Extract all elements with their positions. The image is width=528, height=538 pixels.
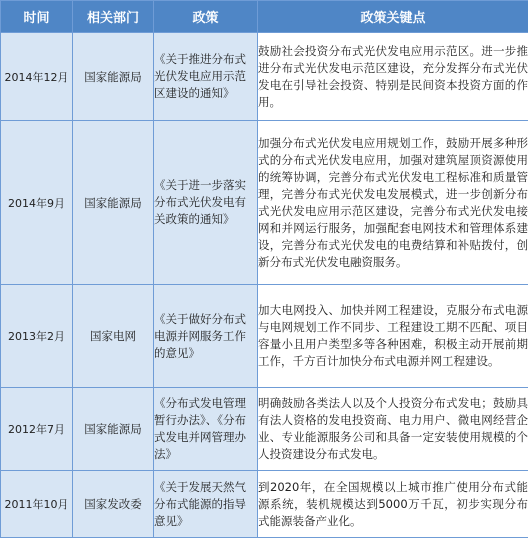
cell-department: 国家能源局 <box>73 388 154 471</box>
cell-department: 国家电网 <box>73 285 154 388</box>
header-time: 时间 <box>1 1 73 33</box>
table-row <box>1 471 528 538</box>
cell-department: 国家能源局 <box>73 121 154 285</box>
cell-key-points: 鼓励社会投资分布式光伏发电应用示范区。进一步推进分布式光伏发电示范区建设，充分发挥分布式光伏发电在引导社会投资、特别是民间资本投资方面的作用。 <box>258 33 528 121</box>
table-row <box>1 33 528 121</box>
cell-time: 2012年7月 <box>1 388 73 471</box>
table-header-row <box>1 1 528 33</box>
cell-policy: 《关于推进分布式光伏发电应用示范区建设的通知》 <box>154 33 258 121</box>
cell-department: 国家能源局 <box>73 33 154 121</box>
cell-key-points: 加大电网投入、加快并网工程建设，克服分布式电源与电网规划工作不同步、工程建设工期不匹配、项目容量小且用户类型多等各种困难，积极主动开展前期工作，千方百计加快分布式电源并网工程建设。 <box>258 285 528 388</box>
cell-time: 2013年2月 <box>1 285 73 388</box>
header-policy: 政策 <box>154 1 258 33</box>
header-key-points: 政策关键点 <box>258 1 528 33</box>
cell-time: 2014年12月 <box>1 33 73 121</box>
cell-policy: 《关于进一步落实分布式光伏发电有关政策的通知》 <box>154 121 258 285</box>
table-row <box>1 121 528 285</box>
table-row <box>1 285 528 388</box>
cell-key-points: 加强分布式光伏发电应用规划工作，鼓励开展多种形式的分布式光伏发电应用，加强对建筑屋顶资源使用的统筹协调，完善分布式光伏发电工程标准和质量管理，完善分布式光伏发电发展模式，进一步创新分布式光伏发电应用示范区建设，完善分布式光伏发电接网和并网运行服务，加强配套电网技术和管理体系建设，完善分布式光伏发电的电费结算和补贴拨付，创新分布式光伏发电融资服务。 <box>258 121 528 285</box>
cell-policy: 《关于做好分布式电源并网服务工作的意见》 <box>154 285 258 388</box>
cell-policy: 《关于发展天然气分布式能源的指导意见》 <box>154 471 258 538</box>
cell-key-points: 到2020年，在全国规模以上城市推广使用分布式能源系统，装机规模达到5000万千瓦，初步实现分布式能源装备产业化。 <box>258 471 528 538</box>
cell-time: 2011年10月 <box>1 471 73 538</box>
cell-key-points: 明确鼓励各类法人以及个人投资分布式发电；鼓励具有法人资格的发电投资商、电力用户、微电网经营企业、专业能源服务公司和具备一定安装使用规模的个人投资建设分布式发电。 <box>258 388 528 471</box>
table-row <box>1 388 528 471</box>
header-department: 相关部门 <box>73 1 154 33</box>
cell-policy: 《分布式发电管理暂行办法》、《分布式发电并网管理办法》 <box>154 388 258 471</box>
cell-time: 2014年9月 <box>1 121 73 285</box>
cell-department: 国家发改委 <box>73 471 154 538</box>
